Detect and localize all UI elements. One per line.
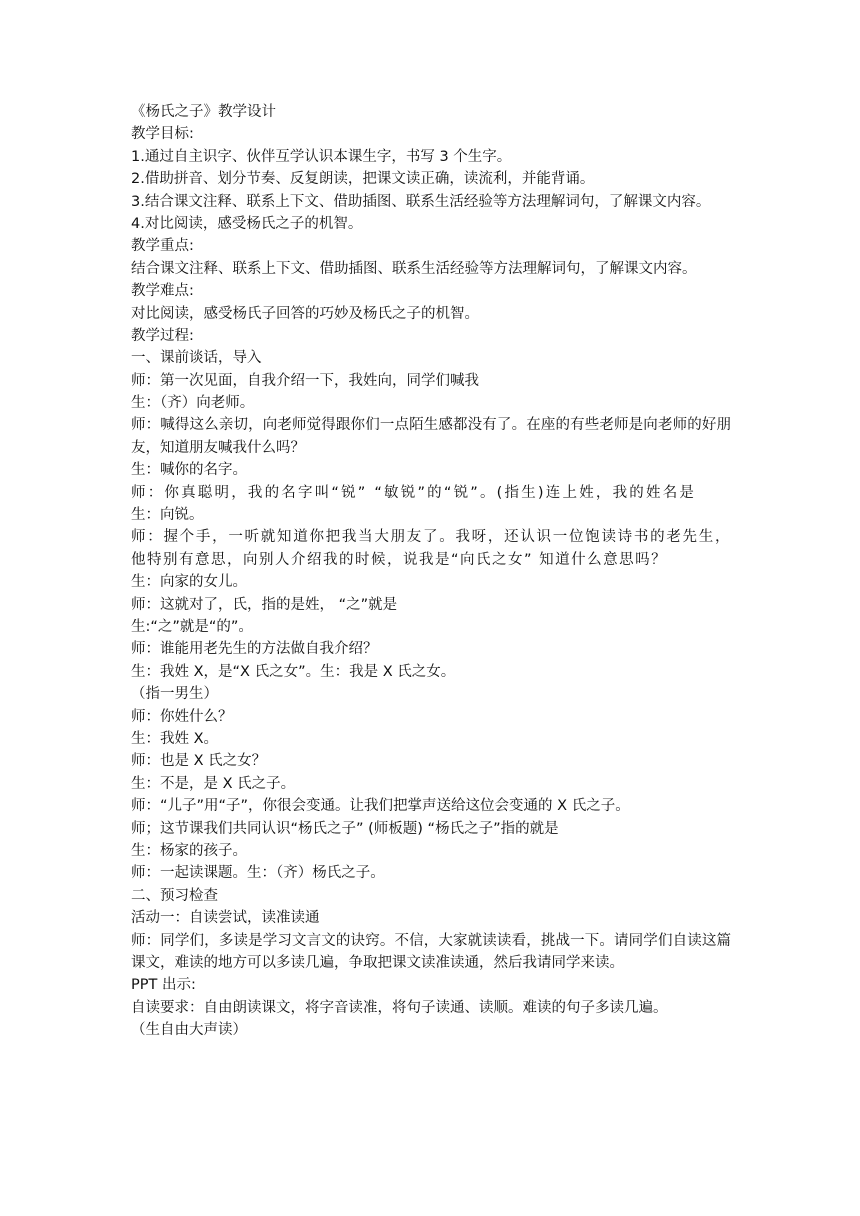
- text-line: 师：谁能用老先生的方法做自我介绍？: [131, 641, 378, 658]
- text-line: 教学难点:: [131, 283, 194, 300]
- text-line: 生:“之”就是“的”。: [131, 619, 253, 636]
- document-body: [131, 101, 731, 1042]
- text-line: 活动一：自读尝试，读准读通: [131, 910, 320, 927]
- text-line: 生：我姓 X。: [131, 731, 219, 748]
- text-line: 生：不是，是 X 氏之子。: [131, 775, 296, 792]
- text-line: 结合课文注释、联系上下文、借助插图、联系生活经验等方法理解词句，了解课文内容。: [131, 260, 697, 277]
- text-line: 生：（齐）向老师。: [131, 395, 255, 412]
- text-line: PPT 出示:: [131, 977, 196, 994]
- text-paragraph: 师：握个手，一听就知道你把我当大朋友了。我呀，还认识一位饱读诗书的老先生，他特别有意思，向别人介绍我的时候，说我是“向氏之女” 知道什么意思吗？: [131, 529, 731, 568]
- text-line: 生：喊你的名字。: [131, 462, 247, 479]
- text-line: 一、课前谈话，导入: [131, 350, 262, 367]
- text-line: 《杨氏之子》教学设计: [131, 104, 276, 120]
- text-line: 二、预习检查: [131, 887, 218, 904]
- text-paragraph: 师：喊得这么亲切，向老师觉得跟你们一点陌生感都没有了。在座的有些老师是向老师的好朋友，知道朋友喊我什么吗？: [131, 417, 731, 456]
- text-line: 师：你姓什么？: [131, 708, 233, 725]
- text-paragraph: 师：同学们，多读是学习文言文的诀窍。不信，大家就读读看，挑战一下。请同学们自读这篇课文，难读的地方可以多读几遍，争取把课文读准读通，然后我请同学来读。: [131, 932, 731, 971]
- text-line: 3.结合课文注释、联系上下文、借助插图、联系生活经验等方法理解词句，了解课文内容。: [131, 193, 711, 210]
- text-line: 师：这就对了，氏，指的是姓， “之”就是: [131, 596, 398, 613]
- text-line: 师：一起读课题。生：（齐）杨氏之子。: [131, 865, 385, 882]
- text-line: 教学过程:: [131, 327, 194, 344]
- text-line: 生：我姓 X，是“X 氏之女”。生：我是 X 氏之女。: [131, 663, 456, 680]
- text-line: 4.对比阅读，感受杨氏之子的机智。: [131, 215, 363, 232]
- text-line: 师：也是 X 氏之女？: [131, 753, 267, 770]
- text-line: 对比阅读，感受杨氏子回答的巧妙及杨氏之子的机智。: [131, 305, 479, 322]
- text-line: 生：杨家的孩子。: [131, 842, 247, 859]
- text-line: （生自由大声读）: [131, 1022, 247, 1039]
- text-line: 自读要求：自由朗读课文，将字音读准，将句子读通、读顺。难读的句子多读几遍。: [131, 999, 668, 1016]
- text-line: 师：“儿子”用“子”，你很会变通。让我们把掌声送给这位会变通的 X 氏之子。: [131, 798, 630, 815]
- text-line: （指一男生）: [131, 686, 218, 703]
- text-line: 1.通过自主识字、伙伴互学认识本课生字，书写 3 个生字。: [131, 148, 512, 165]
- text-line: 2.借助拼音、划分节奏、反复朗读，把课文读正确，读流利，并能背诵。: [131, 171, 595, 188]
- text-paragraph: 师：你真聪明，我的名字叫“锐” “敏锐”的“锐”。(指生)连上姓，我的姓名是: [131, 484, 697, 501]
- text-line: 生：向家的女儿。: [131, 574, 247, 591]
- text-line: 师；这节课我们共同认识“杨氏之子” (师板题) “杨氏之子”指的就是: [131, 820, 559, 837]
- text-line: 师：第一次见面，自我介绍一下，我姓向，同学们喊我: [131, 372, 479, 389]
- text-line: 教学目标:: [131, 126, 194, 143]
- text-line: 教学重点:: [131, 238, 194, 255]
- text-line: 生：向锐。: [131, 507, 204, 524]
